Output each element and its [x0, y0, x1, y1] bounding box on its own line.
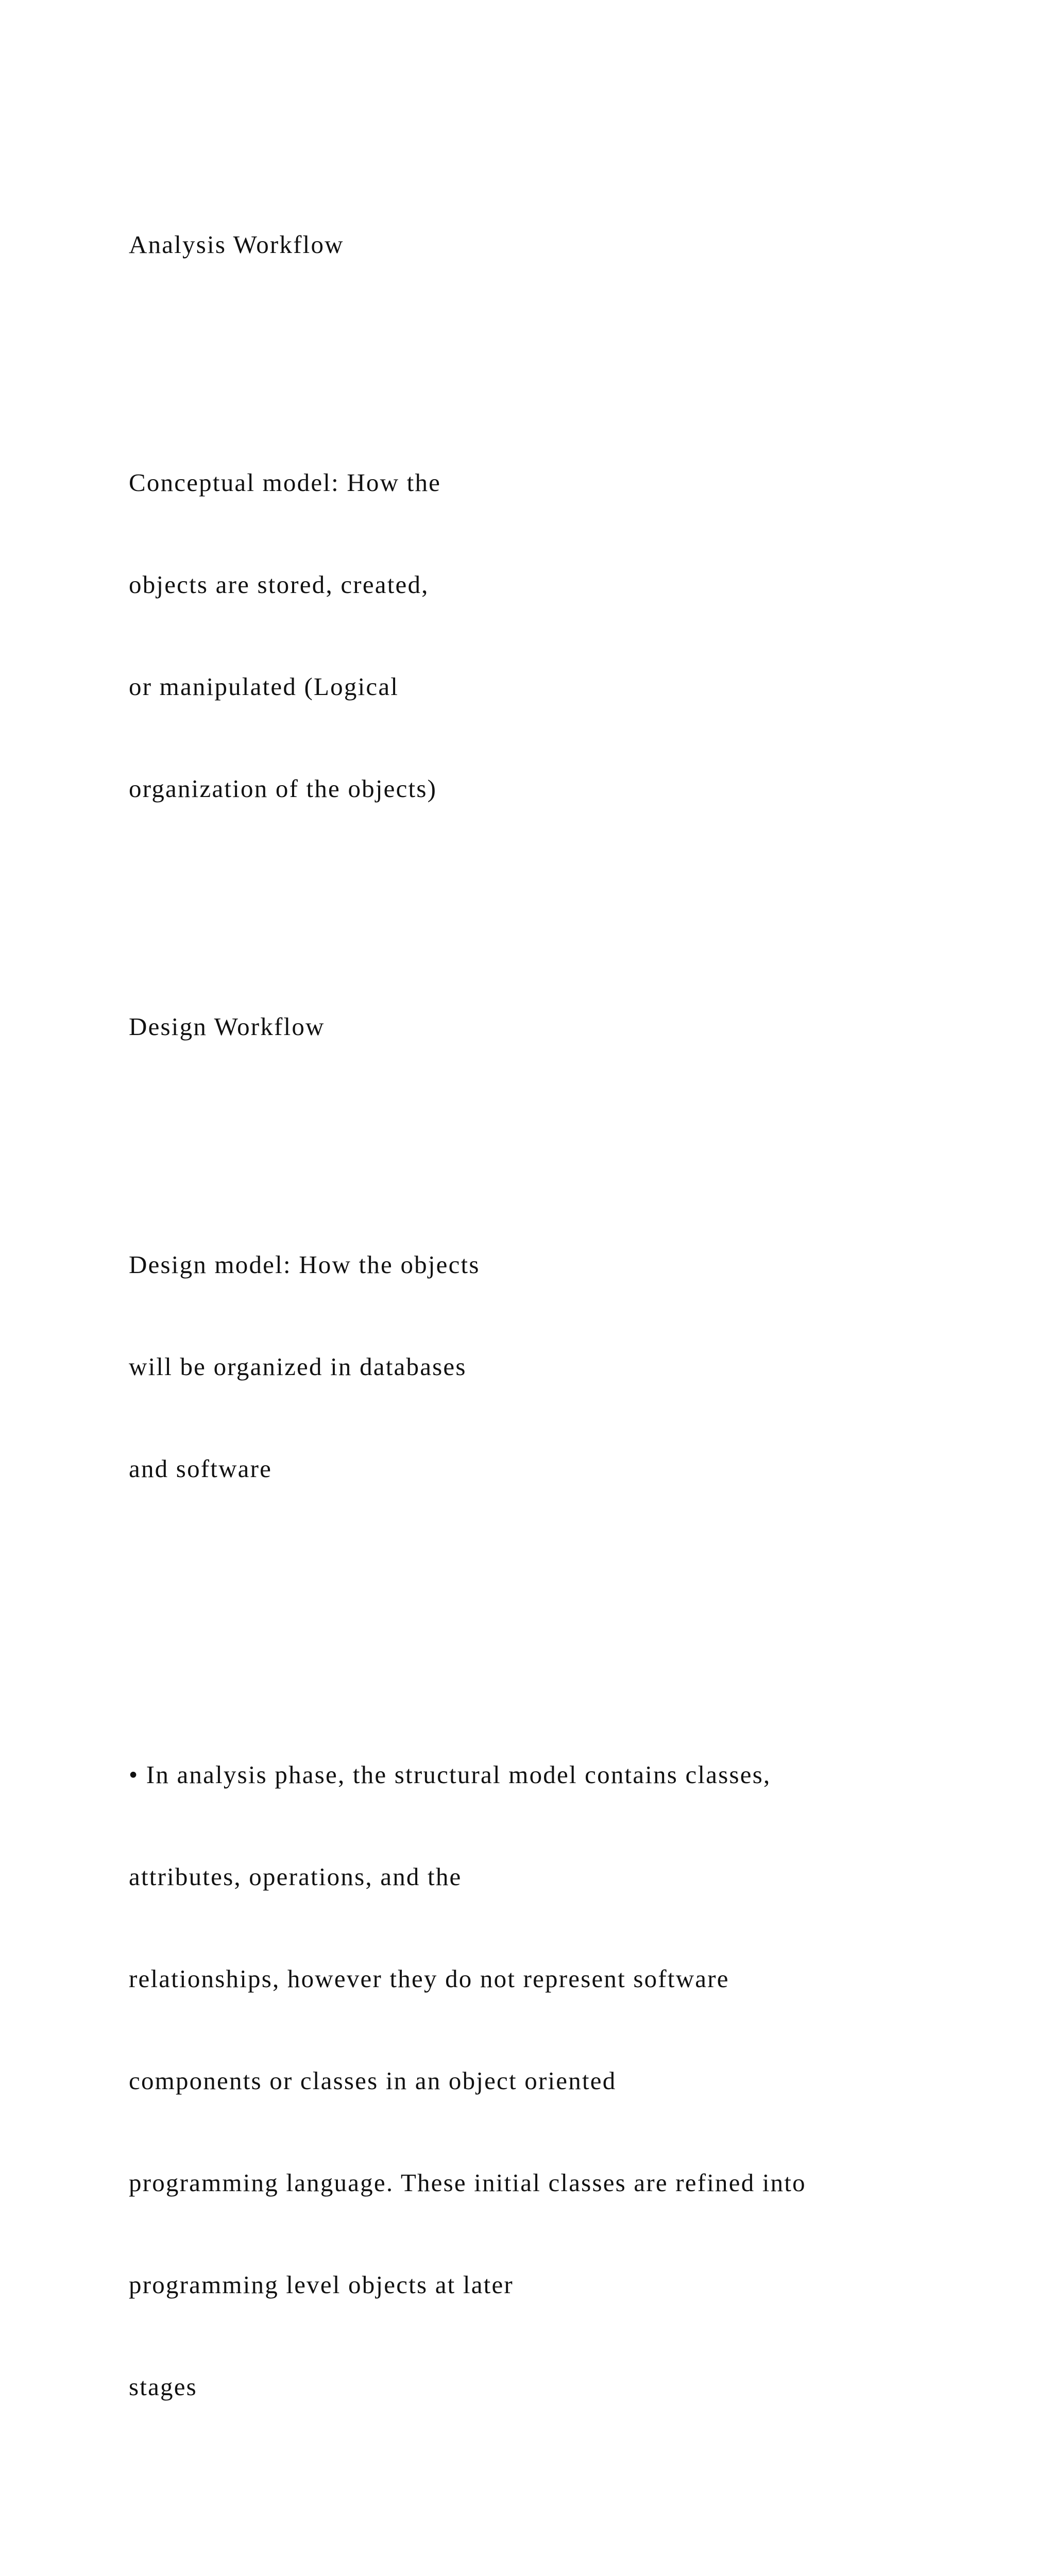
analysis-phase-line: programming level objects at later: [129, 2270, 514, 2299]
analysis-phase-line: attributes, operations, and the: [129, 1862, 462, 1891]
spacer: [129, 2472, 1005, 2506]
heading-design-workflow: Design Workflow: [129, 1012, 325, 1041]
analysis-phase-line: • In analysis phase, the structural model contains classes,: [129, 1760, 771, 1789]
conceptual-model-line: objects are stored, created,: [129, 570, 429, 599]
spacer: [129, 874, 1005, 908]
heading-analysis-workflow: Analysis Workflow: [129, 230, 344, 259]
analysis-phase-line: programming language. These initial classes are refined into: [129, 2168, 806, 2197]
spacer: [129, 330, 1005, 364]
design-model-line: and software: [129, 1454, 273, 1483]
conceptual-model-line: or manipulated (Logical: [129, 672, 399, 701]
spacer: [129, 1554, 1005, 1656]
spacer: [129, 1112, 1005, 1146]
analysis-phase-line: stages: [129, 2372, 197, 2401]
design-model-line: will be organized in databases: [129, 1352, 467, 1381]
conceptual-model-line: organization of the objects): [129, 774, 437, 803]
design-model-line: Design model: How the objects: [129, 1250, 480, 1279]
conceptual-model-line: Conceptual model: How the: [129, 468, 441, 497]
analysis-phase-line: components or classes in an object oriented: [129, 2066, 617, 2095]
analysis-phase-line: relationships, however they do not represent software: [129, 1964, 729, 1993]
document-body: [129, 126, 1005, 2576]
